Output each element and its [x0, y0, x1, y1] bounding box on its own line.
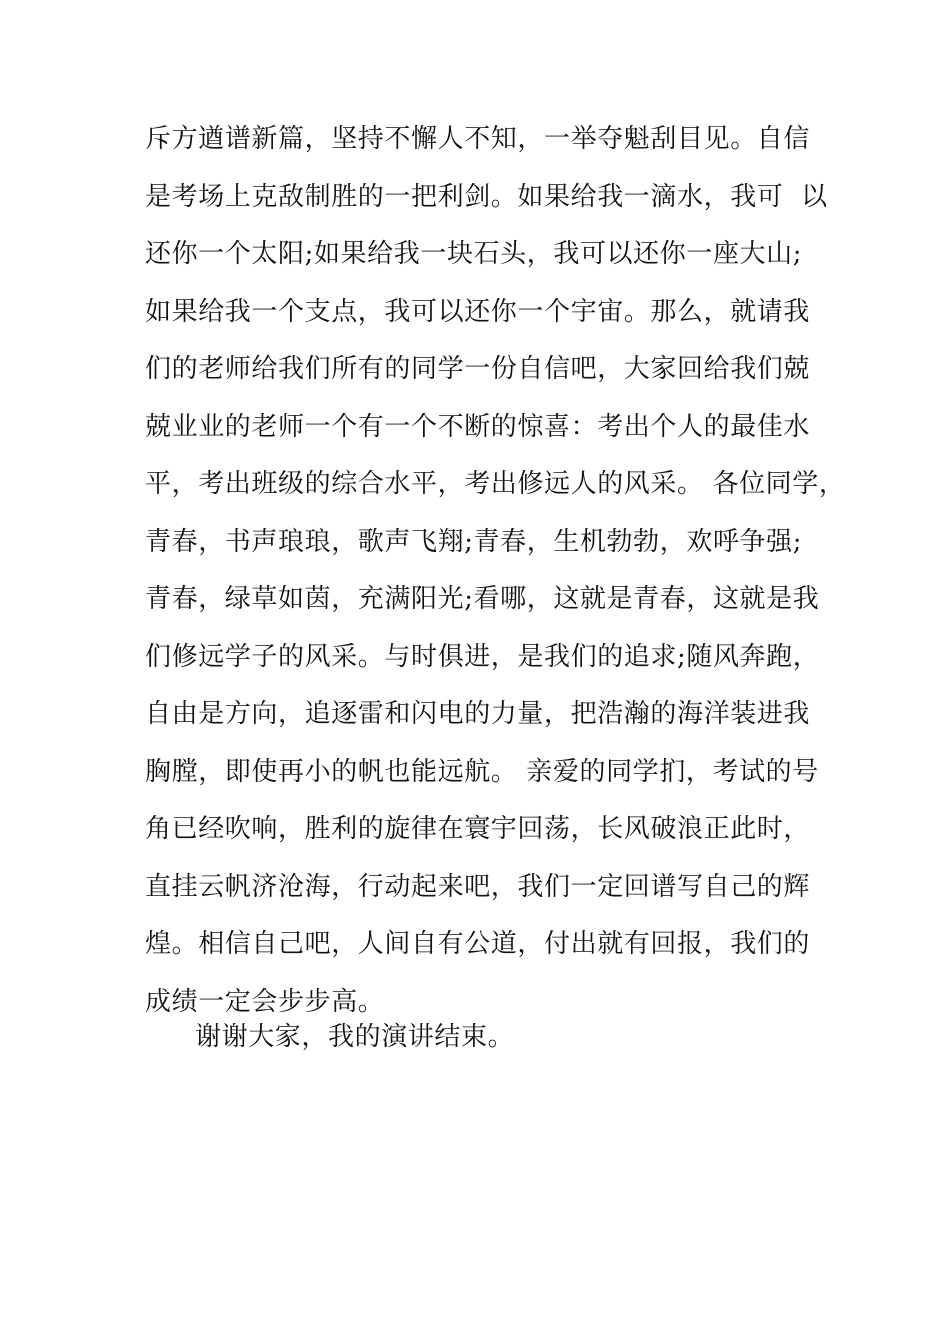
text-line: 平，考出班级的综合水平，考出修远人的风采。 各位同学， — [145, 469, 846, 499]
speech-body-text — [145, 117, 846, 1037]
text-line: 青春，书声琅琅，歌声飞翔;青春，生机勃勃，欢呼争强; — [145, 526, 803, 557]
text-line: 还你一个太阳;如果给我一块石头，我可以还你一座大山; — [145, 239, 803, 269]
text-line: 角已经吹响，胜利的旋律在寰宇回荡，长风破浪正此时， — [145, 814, 811, 844]
text-line: 兢业业的老师一个有一个不断的惊喜：考出个人的最佳水 — [145, 411, 811, 442]
text-line: 们修远学子的风采。与时俱进，是我们的追求;随风奔跑， — [145, 641, 820, 672]
text-line: 是考场上克敌制胜的一把利剑。如果给我一滴水，我可 以 — [145, 181, 828, 212]
text-line: 成绩一定会步步高。 — [145, 986, 385, 1017]
text-line: 煌。相信自己吧，人间自有公道，付出就有回报，我们的 — [145, 929, 811, 959]
closing-paragraph: 谢谢大家，我的演讲结束。 — [195, 1022, 515, 1052]
text-line: 直挂云帆济沧海，行动起来吧，我们一定回谱写自己的辉 — [145, 871, 811, 902]
text-line: 青春，绿草如茵，充满阳光;看哪，这就是青春，这就是我 — [145, 584, 820, 614]
text-line: 斥方遒谱新篇，坚持不懈人不知，一举夺魁刮目见。自信 — [145, 124, 811, 154]
text-line: 如果给我一个支点，我可以还你一个宇宙。那么，就请我 — [145, 296, 811, 327]
text-line: 们的老师给我们所有的同学一份自信吧，大家回给我们兢 — [145, 354, 811, 384]
text-line: 胸膛，即使再小的帆也能远航。 亲爱的同学扪，考试的号 — [145, 756, 819, 787]
text-line: 自由是方向，追逐雷和闪电的力量，把浩瀚的海洋装进我 — [145, 699, 811, 729]
